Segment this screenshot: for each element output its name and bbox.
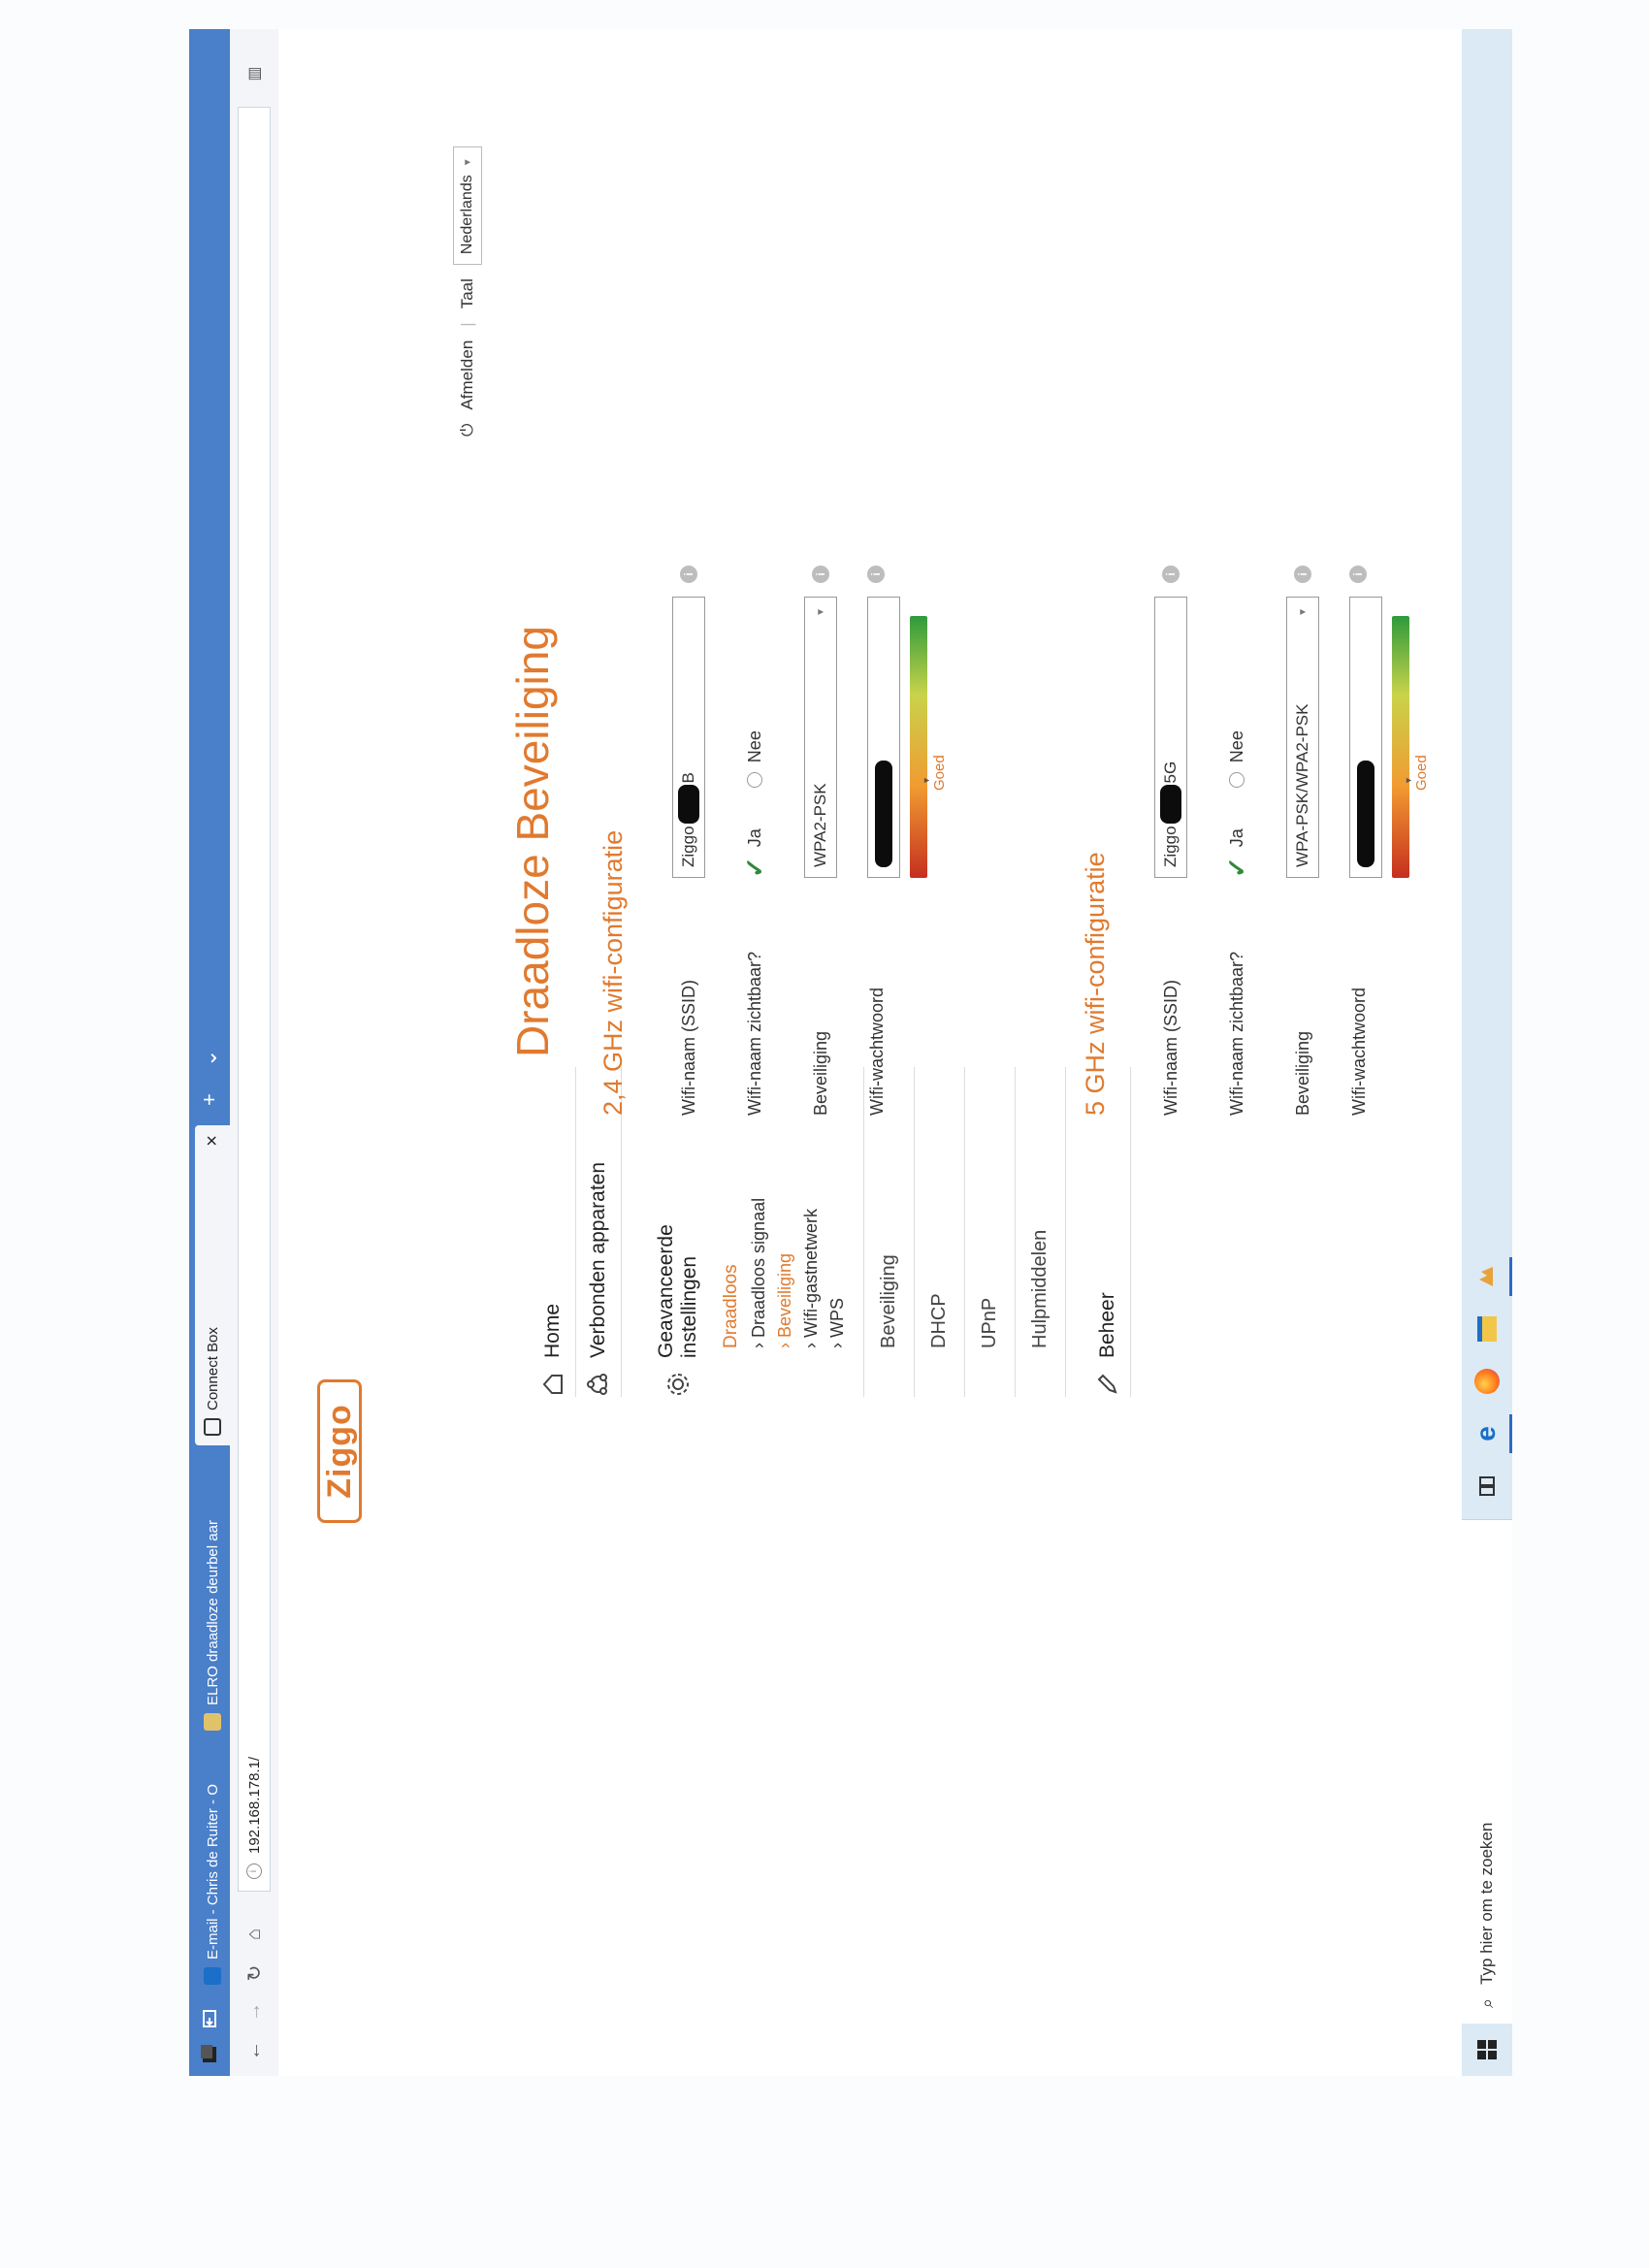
- ssid-row: Wifi-naam (SSID) Ziggo 5G i: [1138, 146, 1204, 1116]
- tab-elro[interactable]: ELRO draadloze deurbel aar: [195, 1449, 230, 1740]
- radio-yes[interactable]: ✓ Ja: [740, 828, 769, 878]
- sidebar-item-security[interactable]: Beveiliging: [864, 1067, 915, 1397]
- radio-yes[interactable]: ✓ Ja: [1222, 828, 1251, 878]
- gear-icon: [665, 1372, 691, 1397]
- folder-glyph: [1477, 1316, 1497, 1342]
- redacted-mark: [875, 761, 892, 867]
- language-label: Taal: [458, 278, 476, 309]
- section-5ghz: [1081, 146, 1466, 1116]
- header-controls: [453, 146, 482, 437]
- sidebar-item-wireless[interactable]: Draadloos: [721, 1264, 741, 1348]
- separator: |: [458, 322, 476, 327]
- sidebar-item-wps[interactable]: › WPS: [824, 1067, 864, 1397]
- sidebar-item-dhcp[interactable]: DHCP: [915, 1067, 965, 1397]
- section-heading: 5 GHz wifi-configuratie: [1081, 852, 1110, 1116]
- tab-connect-box[interactable]: Connect Box ×: [195, 1125, 230, 1445]
- password-row: Wifi-wachtwoord ▼ Goed i: [854, 146, 984, 1116]
- chevron-down-icon: ▼: [1297, 607, 1309, 617]
- edge-glyph: e: [1470, 1426, 1501, 1442]
- page-title: Draadloze Beveiliging: [507, 626, 558, 1057]
- check-icon: ✓: [1222, 857, 1251, 878]
- sidebar-item-admin[interactable]: Beheer: [1085, 1067, 1131, 1397]
- router-page: [278, 29, 1462, 2076]
- visibility-radio-group: [740, 701, 769, 878]
- security-row: Beveiliging WPA-PSK/WPA2-PSK ▼ i: [1270, 146, 1336, 1116]
- outlook-icon: [204, 1967, 221, 1985]
- password-row: Wifi-wachtwoord ▼ Goed i: [1336, 146, 1466, 1116]
- ssid-row: Wifi-naam (SSID) Ziggo B i: [656, 146, 722, 1116]
- info-icon: i: [246, 1863, 262, 1879]
- windows-taskbar: [1462, 29, 1512, 2076]
- app-icon[interactable]: [1462, 1257, 1512, 1296]
- info-icon[interactable]: i: [1349, 566, 1367, 583]
- tab-email[interactable]: E-mail - Chris de Ruiter - O: [195, 1742, 230, 1994]
- start-button[interactable]: [1462, 2024, 1512, 2076]
- section-heading: 2,4 GHz wifi-configuratie: [598, 829, 628, 1116]
- password-block: [1349, 597, 1430, 878]
- sidebar: [531, 1067, 1131, 1397]
- language-select[interactable]: Nederlands ▼: [453, 146, 482, 265]
- tab-back-icon[interactable]: [199, 2008, 220, 2029]
- windows-icon: [1476, 2039, 1498, 2060]
- logout-link[interactable]: Afmelden: [458, 340, 476, 410]
- file-explorer-icon[interactable]: [1462, 1310, 1512, 1348]
- ssid-input[interactable]: Ziggo 5G: [1154, 597, 1187, 878]
- browser-tabbar: [189, 29, 230, 2076]
- sidebar-item-signal[interactable]: › Draadloos signaal: [749, 1197, 768, 1348]
- security-row: Beveiliging WPA2-PSK ▼ i: [788, 146, 854, 1116]
- page-icon: [204, 1418, 221, 1436]
- browser-navbar: [230, 29, 279, 2076]
- info-icon[interactable]: i: [1294, 566, 1311, 583]
- strength-meter: [910, 616, 927, 878]
- firefox-icon[interactable]: [1462, 1362, 1512, 1401]
- pencil-icon: [1095, 1372, 1120, 1397]
- radio-no[interactable]: Nee: [745, 730, 765, 788]
- window-icon[interactable]: [199, 2043, 220, 2064]
- forward-icon[interactable]: →: [242, 2002, 265, 2022]
- sidebar-item-connected[interactable]: Verbonden apparaten: [576, 1067, 622, 1397]
- house-icon: [540, 1372, 566, 1397]
- reading-view-icon[interactable]: ▥: [246, 66, 263, 81]
- radio-circle-icon: [747, 772, 762, 788]
- strength-label: ▼ Goed: [1413, 597, 1430, 791]
- password-input[interactable]: [1349, 597, 1382, 878]
- back-icon[interactable]: ←: [242, 2041, 265, 2060]
- app-glyph: [1473, 1264, 1499, 1289]
- redacted-mark: [1357, 761, 1374, 867]
- redacted-mark: [1160, 785, 1181, 824]
- edge-icon[interactable]: [1462, 1414, 1512, 1453]
- sidebar-item-home[interactable]: Home: [531, 1067, 576, 1397]
- url-text: 192.168.178.1/: [245, 1756, 263, 1854]
- elro-icon: [204, 1713, 221, 1731]
- sidebar-item-guest[interactable]: › Wifi-gastnetwerk: [801, 1208, 821, 1348]
- network-icon: [586, 1372, 611, 1397]
- radio-no[interactable]: Nee: [1227, 730, 1247, 788]
- info-icon[interactable]: i: [812, 566, 829, 583]
- section-24ghz: [598, 146, 984, 1116]
- visibility-radio-group: [1222, 701, 1251, 878]
- sidebar-item-upnp[interactable]: UPnP: [965, 1067, 1016, 1397]
- task-view-glyph: [1478, 1475, 1496, 1497]
- address-bar[interactable]: [238, 107, 271, 1892]
- taskbar-search[interactable]: ⌕ Typ hier om te zoeken: [1462, 1519, 1512, 2024]
- screen: [189, 29, 1528, 2076]
- chevron-down-icon: ▼: [815, 607, 826, 617]
- firefox-glyph: [1474, 1369, 1500, 1394]
- ssid-input[interactable]: Ziggo B: [672, 597, 705, 878]
- strength-label: ▼ Goed: [931, 597, 948, 791]
- info-icon[interactable]: i: [680, 566, 697, 583]
- security-select[interactable]: WPA2-PSK ▼: [804, 597, 837, 878]
- task-view-icon[interactable]: [1462, 1467, 1512, 1506]
- tab-menu-icon[interactable]: ⌄: [197, 1049, 221, 1067]
- info-icon[interactable]: i: [867, 566, 885, 583]
- home-icon[interactable]: ⌂: [242, 1928, 265, 1941]
- new-tab-button[interactable]: +: [197, 1093, 221, 1106]
- sidebar-item-tools[interactable]: Hulpmiddelen: [1016, 1067, 1066, 1397]
- radio-circle-icon: [1229, 772, 1245, 788]
- search-icon: ⌕: [1476, 1997, 1497, 2008]
- sidebar-item-wireless-security[interactable]: › Beveiliging: [775, 1252, 794, 1348]
- visible-row: Wifi-naam zichtbaar? ✓ Ja Nee: [1204, 146, 1270, 1116]
- redacted-mark: [678, 785, 699, 824]
- security-select[interactable]: WPA-PSK/WPA2-PSK ▼: [1286, 597, 1319, 878]
- visible-row: Wifi-naam zichtbaar? ✓ Ja Nee: [722, 146, 788, 1116]
- password-block: [867, 597, 948, 878]
- chevron-down-icon: ▼: [462, 157, 473, 168]
- power-icon[interactable]: ⏻: [458, 423, 476, 437]
- password-input[interactable]: [867, 597, 900, 878]
- info-icon[interactable]: i: [1162, 566, 1180, 583]
- sidebar-item-advanced[interactable]: Geavanceerde instellingen: [645, 1067, 711, 1397]
- ziggo-logo[interactable]: Ziggo: [317, 1379, 362, 1523]
- close-tab-icon[interactable]: ×: [201, 1135, 223, 1147]
- strength-meter: [1392, 616, 1409, 878]
- check-icon: ✓: [740, 857, 769, 878]
- refresh-icon[interactable]: ↻: [243, 1964, 266, 1982]
